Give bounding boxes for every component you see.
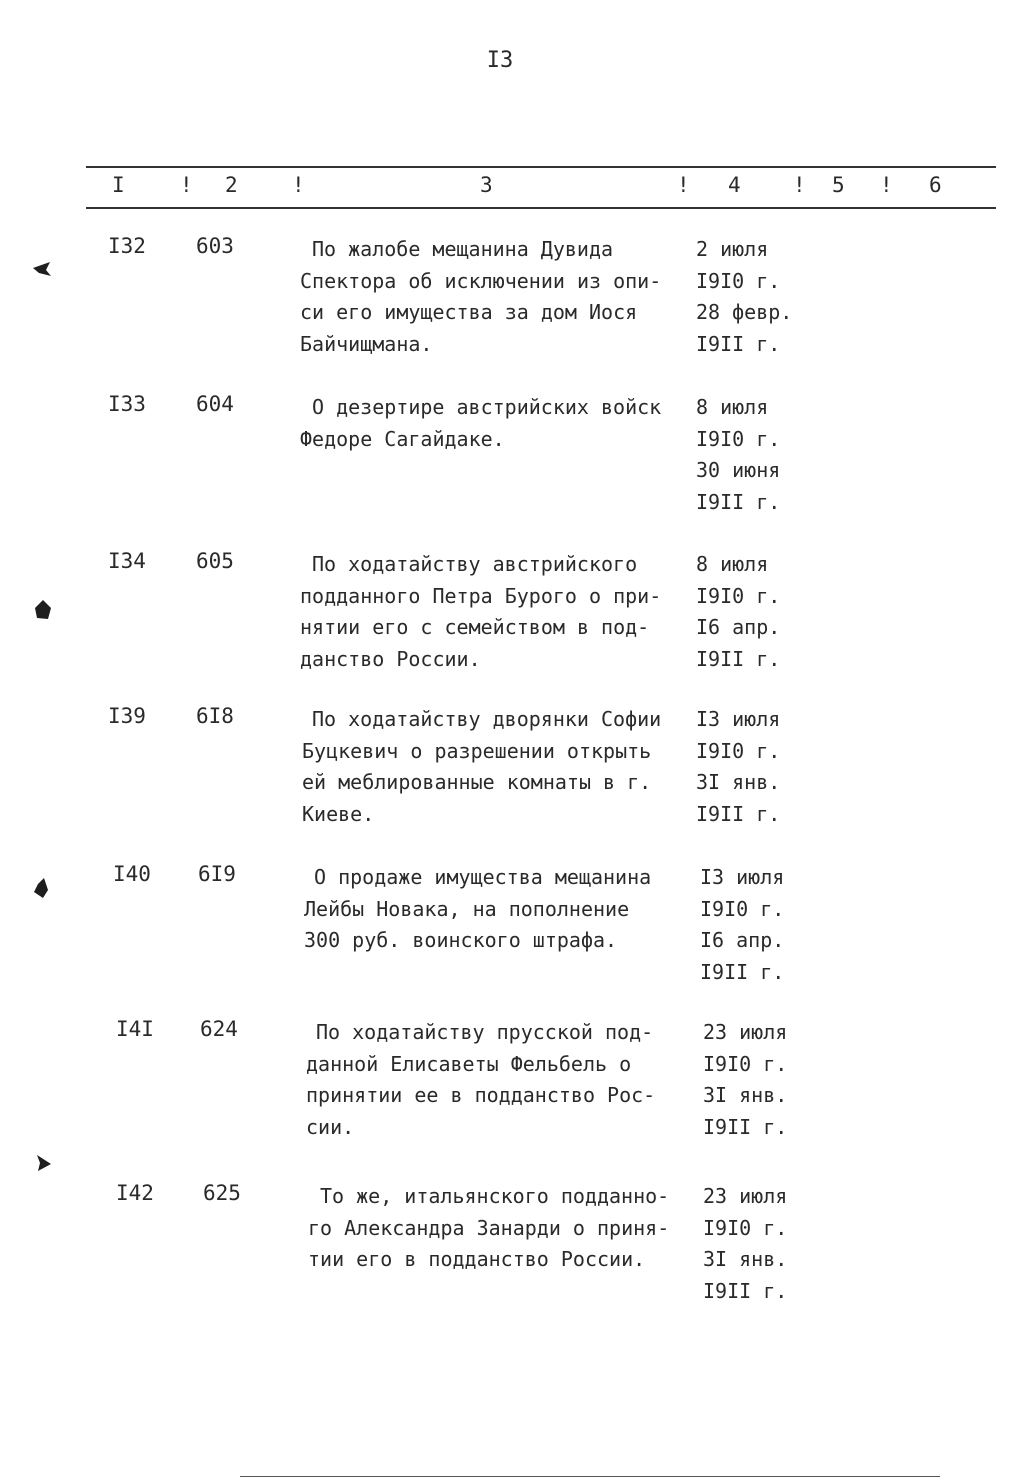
column-header-5: 5	[832, 173, 845, 197]
date-line: I9II г.	[700, 959, 785, 984]
file-number: 603	[196, 234, 234, 258]
date-line: I6 апр.	[700, 928, 785, 952]
description-line: си его имущества за дом Иося	[300, 300, 638, 324]
row-number: I4I	[116, 1017, 154, 1041]
row-description	[306, 1017, 656, 1143]
column-separator: !	[793, 173, 806, 197]
description-line: Киеве.	[302, 801, 375, 826]
binding-hole-mark	[30, 876, 52, 900]
page-number: I3	[486, 48, 514, 73]
binding-hole-mark	[32, 598, 54, 622]
description-line: данной Елисаветы Фельбель о	[306, 1051, 632, 1076]
description-line: 300 руб. воинского штрафа.	[304, 928, 618, 952]
date-line: I9II г.	[703, 1114, 788, 1139]
date-line: 2 июля	[696, 237, 769, 261]
description-line: О продаже имущества мещанина	[314, 865, 652, 889]
description-line: Буцкевич о разрешении открыть	[302, 738, 652, 763]
row-dates	[700, 862, 784, 988]
file-number: 605	[196, 549, 234, 573]
description-line: Спектора об исключении из опи-	[300, 268, 662, 293]
date-line: 30 июня	[696, 458, 781, 482]
date-line: 3I янв.	[703, 1083, 788, 1107]
column-separator: !	[180, 173, 193, 197]
row-number: I32	[108, 234, 146, 258]
date-line: I9II г.	[696, 801, 781, 826]
description-line: По ходатайству дворянки Софии	[312, 707, 662, 731]
date-line: 23 июля	[703, 1184, 788, 1208]
description-line: О дезертире австрийских войск	[312, 395, 662, 419]
date-line: I9II г.	[696, 489, 781, 514]
row-description	[302, 704, 662, 830]
date-line: I9I0 г.	[696, 738, 781, 763]
description-line: По жалобе мещанина Дувида	[312, 237, 614, 261]
description-line: Байчищмана.	[300, 331, 433, 356]
column-header-4: 4	[728, 173, 741, 197]
column-header-2: 2	[225, 173, 238, 197]
description-line: го Александра Занарди о приня-	[308, 1215, 670, 1240]
date-line: 8 июля	[696, 395, 769, 419]
date-line: I9II г.	[703, 1278, 788, 1303]
row-dates	[703, 1017, 787, 1143]
row-dates	[703, 1181, 787, 1307]
row-number: I39	[108, 704, 146, 728]
row-description	[300, 392, 662, 455]
row-description	[304, 862, 652, 957]
file-number: 624	[200, 1017, 238, 1041]
date-line: 3I янв.	[696, 770, 781, 794]
file-number: 625	[203, 1181, 241, 1205]
binding-hole-mark	[33, 1153, 53, 1173]
date-line: 3I янв.	[703, 1247, 788, 1271]
description-line: нятии его с семейством в под-	[300, 615, 650, 639]
description-line: ей меблированные комнаты в г.	[302, 770, 652, 794]
description-line: По ходатайству австрийского	[312, 552, 638, 576]
row-dates	[696, 549, 780, 675]
date-line: 8 июля	[696, 552, 769, 576]
date-line: I9I0 г.	[696, 426, 781, 451]
column-header-3: 3	[480, 173, 493, 197]
date-line: I9I0 г.	[703, 1215, 788, 1240]
row-description	[300, 234, 662, 360]
description-line: То же, итальянского подданно-	[320, 1184, 670, 1208]
row-number: I33	[108, 392, 146, 416]
description-line: Лейбы Новака, на пополнение	[304, 896, 630, 921]
row-dates	[696, 704, 780, 830]
date-line: I9I0 г.	[696, 268, 781, 293]
date-line: I9I0 г.	[703, 1051, 788, 1076]
column-separator: !	[292, 173, 305, 197]
binding-hole-mark	[30, 258, 54, 278]
file-number: 604	[196, 392, 234, 416]
description-line: тии его в подданство России.	[308, 1247, 646, 1271]
page-bottom-rule	[240, 1476, 940, 1477]
date-line: I9II г.	[696, 331, 781, 356]
column-header-1: I	[112, 173, 125, 197]
row-description	[308, 1181, 670, 1276]
row-number: I34	[108, 549, 146, 573]
description-line: принятии ее в подданство Рос-	[306, 1083, 656, 1107]
column-separator: !	[880, 173, 893, 197]
description-line: подданного Петра Бурого о при-	[300, 583, 662, 608]
date-line: I9II г.	[696, 646, 781, 671]
row-number: I40	[113, 862, 151, 886]
date-line: I9I0 г.	[700, 896, 785, 921]
date-line: I3 июля	[700, 865, 785, 889]
description-line: По ходатайству прусской под-	[316, 1020, 654, 1044]
date-line: I3 июля	[696, 707, 781, 731]
row-dates	[696, 392, 780, 518]
column-separator: !	[677, 173, 690, 197]
date-line: I9I0 г.	[696, 583, 781, 608]
column-header-6: 6	[929, 173, 942, 197]
table-header-rule	[86, 207, 996, 209]
row-dates	[696, 234, 792, 360]
description-line: Федоре Сагайдаке.	[300, 426, 505, 451]
description-line: данство России.	[300, 646, 481, 671]
file-number: 6I9	[198, 862, 236, 886]
table-top-rule	[86, 166, 996, 168]
file-number: 6I8	[196, 704, 234, 728]
row-number: I42	[116, 1181, 154, 1205]
row-description	[300, 549, 662, 675]
date-line: 28 февр.	[696, 300, 793, 324]
description-line: сии.	[306, 1114, 355, 1139]
date-line: 23 июля	[703, 1020, 788, 1044]
date-line: I6 апр.	[696, 615, 781, 639]
